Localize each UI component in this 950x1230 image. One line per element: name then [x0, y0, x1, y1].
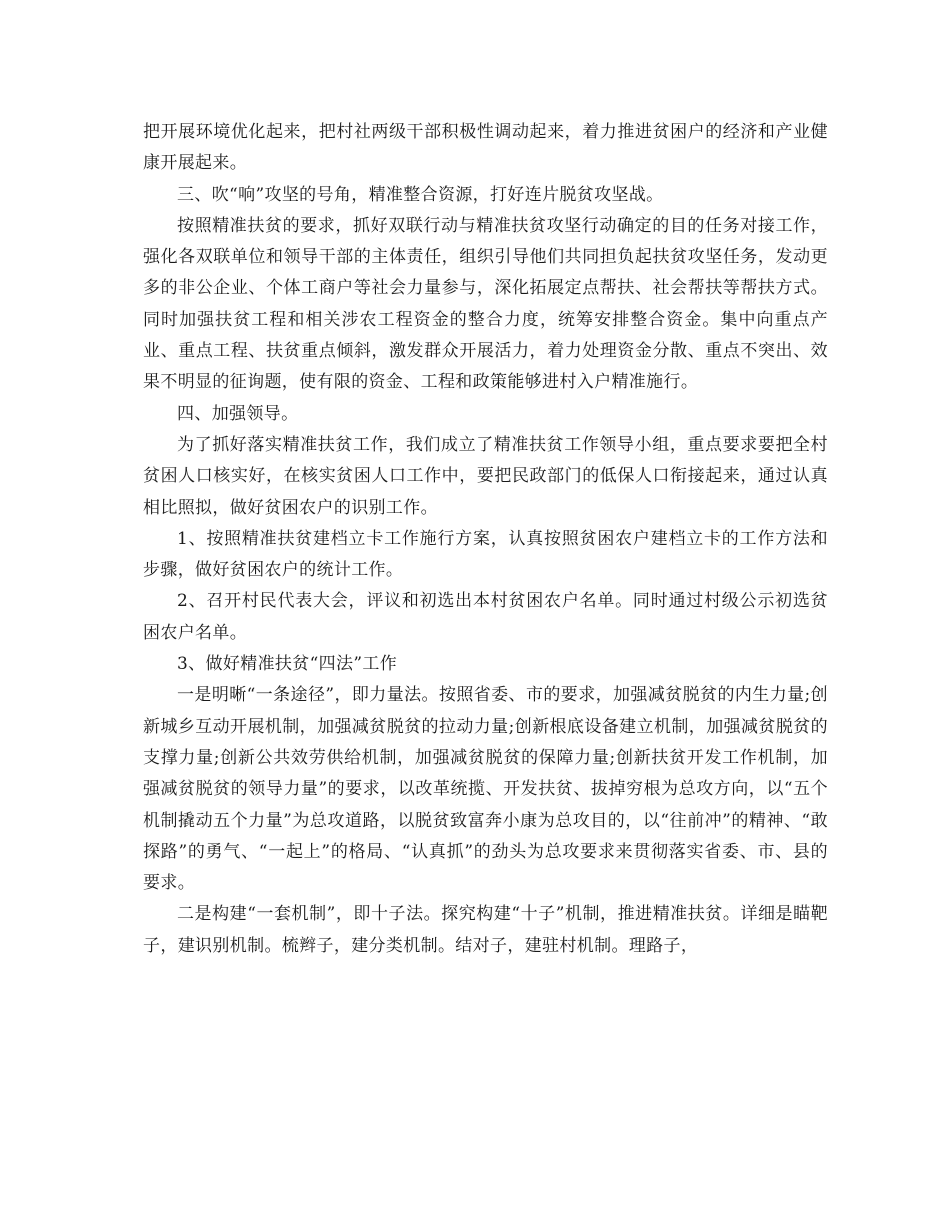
- paragraph-leadership-group: 为了抓好落实精准扶贫工作，我们成立了精准扶贫工作领导小组，重点要求要把全村贫困人口核实好，在核实贫困人口工作中，要把民政部门的低保人口衔接起来，通过认真相比照拟，做好贫困农户的识别工作。: [143, 434, 828, 518]
- list-item-3: 3、做好精准扶贫“四法”工作: [177, 654, 398, 675]
- section-heading-four: 四、加强领导。: [177, 403, 299, 424]
- paragraph-one-mechanism: 二是构建“一套机制”，即十子法。探究构建“十子”机制，推进精准扶贫。详细是瞄靶子，建识别机制。梳辫子，建分类机制。结对子，建驻村机制。理路子，: [143, 904, 828, 956]
- paragraph-continuation: 把开展环境优化起来，把村社两级干部积极性调动起来，着力推进贫困户的经济和产业健康开展起来。: [143, 122, 828, 174]
- list-item-1: 1、按照精准扶贫建档立卡工作施行方案，认真按照贫困农户建档立卡的工作方法和步骤，做好贫困农户的统计工作。: [143, 528, 828, 581]
- paragraph-resource-integration: 按照精准扶贫的要求，抓好双联行动与精准扶贫攻坚行动确定的目的任务对接工作，强化各双联单位和领导干部的主体责任，组织引导他们共同担负起扶贫攻坚任务，发动更多的非公企业、个体工商户等社会力量参与，深化拓展定点帮扶、社会帮扶等帮扶方式。同时加强扶贫工程和相关涉农工程资金的整合力度，统筹安排整合资金。集中向重点产业、重点工程、扶贫重点倾斜，激发群众开展活力，着力处理资金分散、重点不突出、效果不明显的征询题，使有限的资金、工程和政策能够进村入户精准施行。: [143, 215, 828, 393]
- document-body: [143, 117, 828, 962]
- section-heading-three: 三、吹“响”攻坚的号角，精准整合资源，打好连片脱贫攻坚战。: [177, 184, 664, 205]
- list-item-2: 2、召开村民代表大会，评议和初选出本村贫困农户名单。同时通过村级公示初选贫困农户名单。: [143, 591, 828, 643]
- paragraph-one-path: 一是明晰“一条途径”，即力量法。按照省委、市的要求，加强减贫脱贫的内生力量;创新城乡互动开展机制，加强减贫脱贫的拉动力量;创新根底设备建立机制，加强减贫脱贫的支撑力量;创新公共效劳供给机制，加强减贫脱贫的保障力量;创新扶贫开发工作机制，加强减贫脱贫的领导力量”的要求，以改革统揽、开发扶贫、拔掉穷根为总攻方向，以“五个机制撬动五个力量”为总攻道路，以脱贫致富奔小康为总攻目的，以“往前冲”的精神、“敢探路”的勇气、“一起上”的格局、“认真抓”的劲头为总攻要求来贯彻落实省委、市、县的要求。: [143, 685, 828, 894]
